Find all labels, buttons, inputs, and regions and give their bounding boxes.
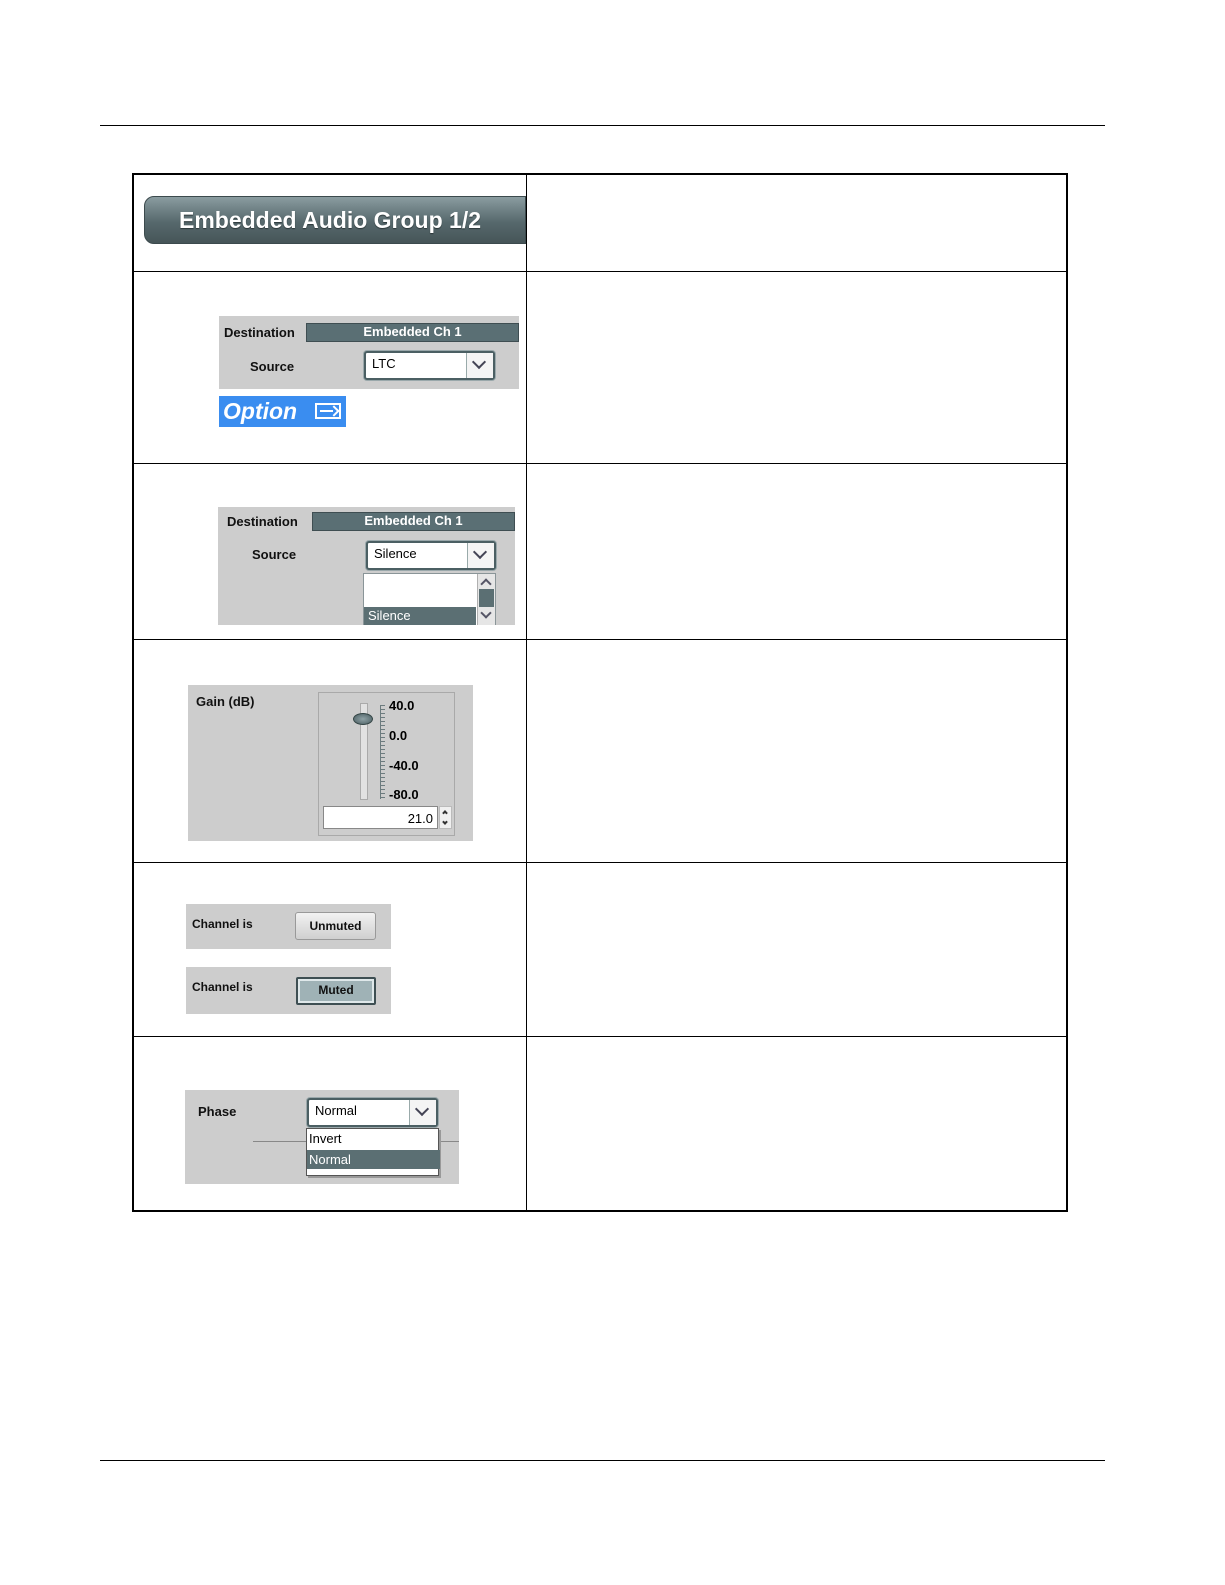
gain-tick-label: 0.0 xyxy=(389,728,408,743)
source-dropdown-list[interactable] xyxy=(363,573,496,625)
phase-option-invert[interactable]: Invert xyxy=(309,1131,342,1146)
destination-value: Embedded Ch 1 xyxy=(312,512,515,531)
phase-label: Phase xyxy=(198,1104,237,1119)
source-dropdown[interactable] xyxy=(364,351,495,380)
source-dropdown[interactable] xyxy=(366,541,496,570)
scroll-down-icon[interactable] xyxy=(480,607,491,618)
source-dropdown-value: Silence xyxy=(374,546,417,561)
phase-dropdown-button[interactable] xyxy=(409,1100,436,1125)
option-badge xyxy=(219,396,346,427)
gain-tick-label: 40.0 xyxy=(389,698,415,713)
option-badge-label: Option xyxy=(223,398,298,424)
source-panel-silence xyxy=(218,507,515,625)
spin-down-icon[interactable] xyxy=(442,819,448,825)
source-label: Source xyxy=(252,547,297,562)
row-divider xyxy=(134,271,1066,272)
spin-up-icon[interactable] xyxy=(442,810,448,816)
phase-panel xyxy=(185,1090,459,1184)
muted-button[interactable]: Muted xyxy=(296,977,376,1005)
gain-panel xyxy=(188,685,473,841)
column-divider xyxy=(526,175,527,1210)
source-dropdown-value: LTC xyxy=(372,356,396,371)
gain-label: Gain (dB) xyxy=(196,694,255,709)
phase-dropdown[interactable] xyxy=(307,1098,438,1127)
mute-panel-muted xyxy=(186,967,391,1014)
chevron-down-icon xyxy=(473,545,487,559)
row-divider xyxy=(134,1036,1066,1037)
arrow-right-icon xyxy=(315,403,341,419)
unmuted-button[interactable]: Unmuted xyxy=(295,912,376,940)
channel-is-label: Channel is xyxy=(192,917,253,931)
settings-table xyxy=(132,173,1068,1212)
row-divider xyxy=(134,463,1066,464)
source-label: Source xyxy=(250,359,295,374)
source-dropdown-button[interactable] xyxy=(466,353,493,378)
list-item-selected[interactable]: Silence xyxy=(364,607,476,625)
gain-tick-label: -40.0 xyxy=(389,758,419,773)
scroll-up-icon[interactable] xyxy=(480,578,491,589)
gain-scale-ticks xyxy=(380,705,385,799)
scroll-thumb[interactable] xyxy=(479,589,494,607)
gain-value-input[interactable] xyxy=(323,806,438,829)
gain-tick-label: -80.0 xyxy=(389,787,419,802)
group-banner: Embedded Audio Group 1/2 xyxy=(144,196,526,244)
phase-dropdown-value: Normal xyxy=(315,1103,357,1118)
gain-slider-frame xyxy=(318,692,455,836)
source-panel-ltc xyxy=(219,316,519,389)
gain-slider-thumb[interactable] xyxy=(353,713,373,725)
phase-options-list[interactable] xyxy=(306,1128,439,1176)
gain-value-text: 21.0 xyxy=(407,811,433,826)
gain-spinner[interactable] xyxy=(439,806,452,829)
destination-label: Destination xyxy=(227,514,298,529)
row-divider xyxy=(134,862,1066,863)
destination-value: Embedded Ch 1 xyxy=(306,323,519,342)
source-dropdown-button[interactable] xyxy=(467,543,494,568)
mute-panel-unmuted xyxy=(186,904,391,949)
row-divider xyxy=(134,639,1066,640)
chevron-down-icon xyxy=(415,1102,429,1116)
top-rule xyxy=(100,125,1105,126)
destination-label: Destination xyxy=(224,325,295,340)
channel-is-label: Channel is xyxy=(192,980,253,994)
chevron-down-icon xyxy=(472,355,486,369)
list-scrollbar[interactable] xyxy=(477,574,495,625)
bottom-rule xyxy=(100,1460,1105,1461)
phase-option-normal[interactable]: Normal xyxy=(307,1150,440,1169)
